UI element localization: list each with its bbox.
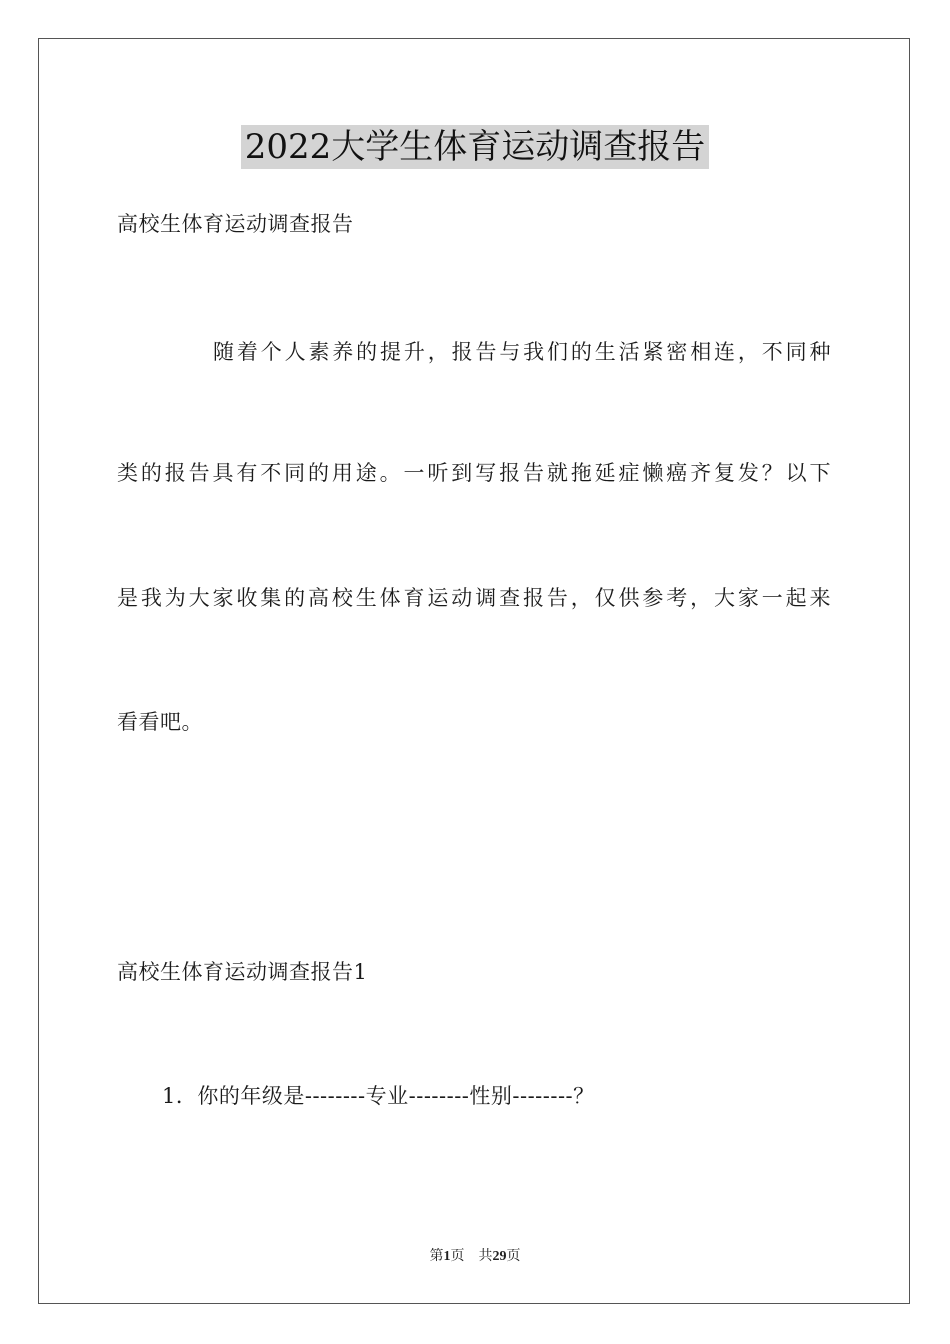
intro-line-3: 是我为大家收集的高校生体育运动调查报告，仅供参考，大家一起来: [117, 586, 831, 610]
footer-total-number: 29: [492, 1249, 507, 1264]
intro-line-1: 随着个人素养的提升，报告与我们的生活紧密相连，不同种: [213, 340, 831, 364]
question-1: 1．你的年级是--------专业--------性别--------？: [162, 1084, 595, 1108]
footer-total-suffix: 页: [506, 1249, 521, 1264]
footer-page-prefix: 第: [429, 1249, 444, 1264]
footer-page-suffix: 页: [450, 1249, 465, 1264]
title-container: [0, 125, 950, 169]
intro-line-4: 看看吧。: [117, 710, 203, 734]
footer-total-prefix: 共: [478, 1249, 493, 1264]
document-title: 2022大学生体育运动调查报告: [241, 125, 710, 169]
document-subtitle: 高校生体育运动调查报告: [117, 212, 354, 236]
section-heading: 高校生体育运动调查报告1: [117, 960, 368, 984]
page-footer: [0, 1247, 950, 1267]
intro-line-2: 类的报告具有不同的用途。一听到写报告就拖延症懒癌齐复发？以下: [117, 461, 831, 485]
footer-page-number: 1: [443, 1249, 451, 1264]
